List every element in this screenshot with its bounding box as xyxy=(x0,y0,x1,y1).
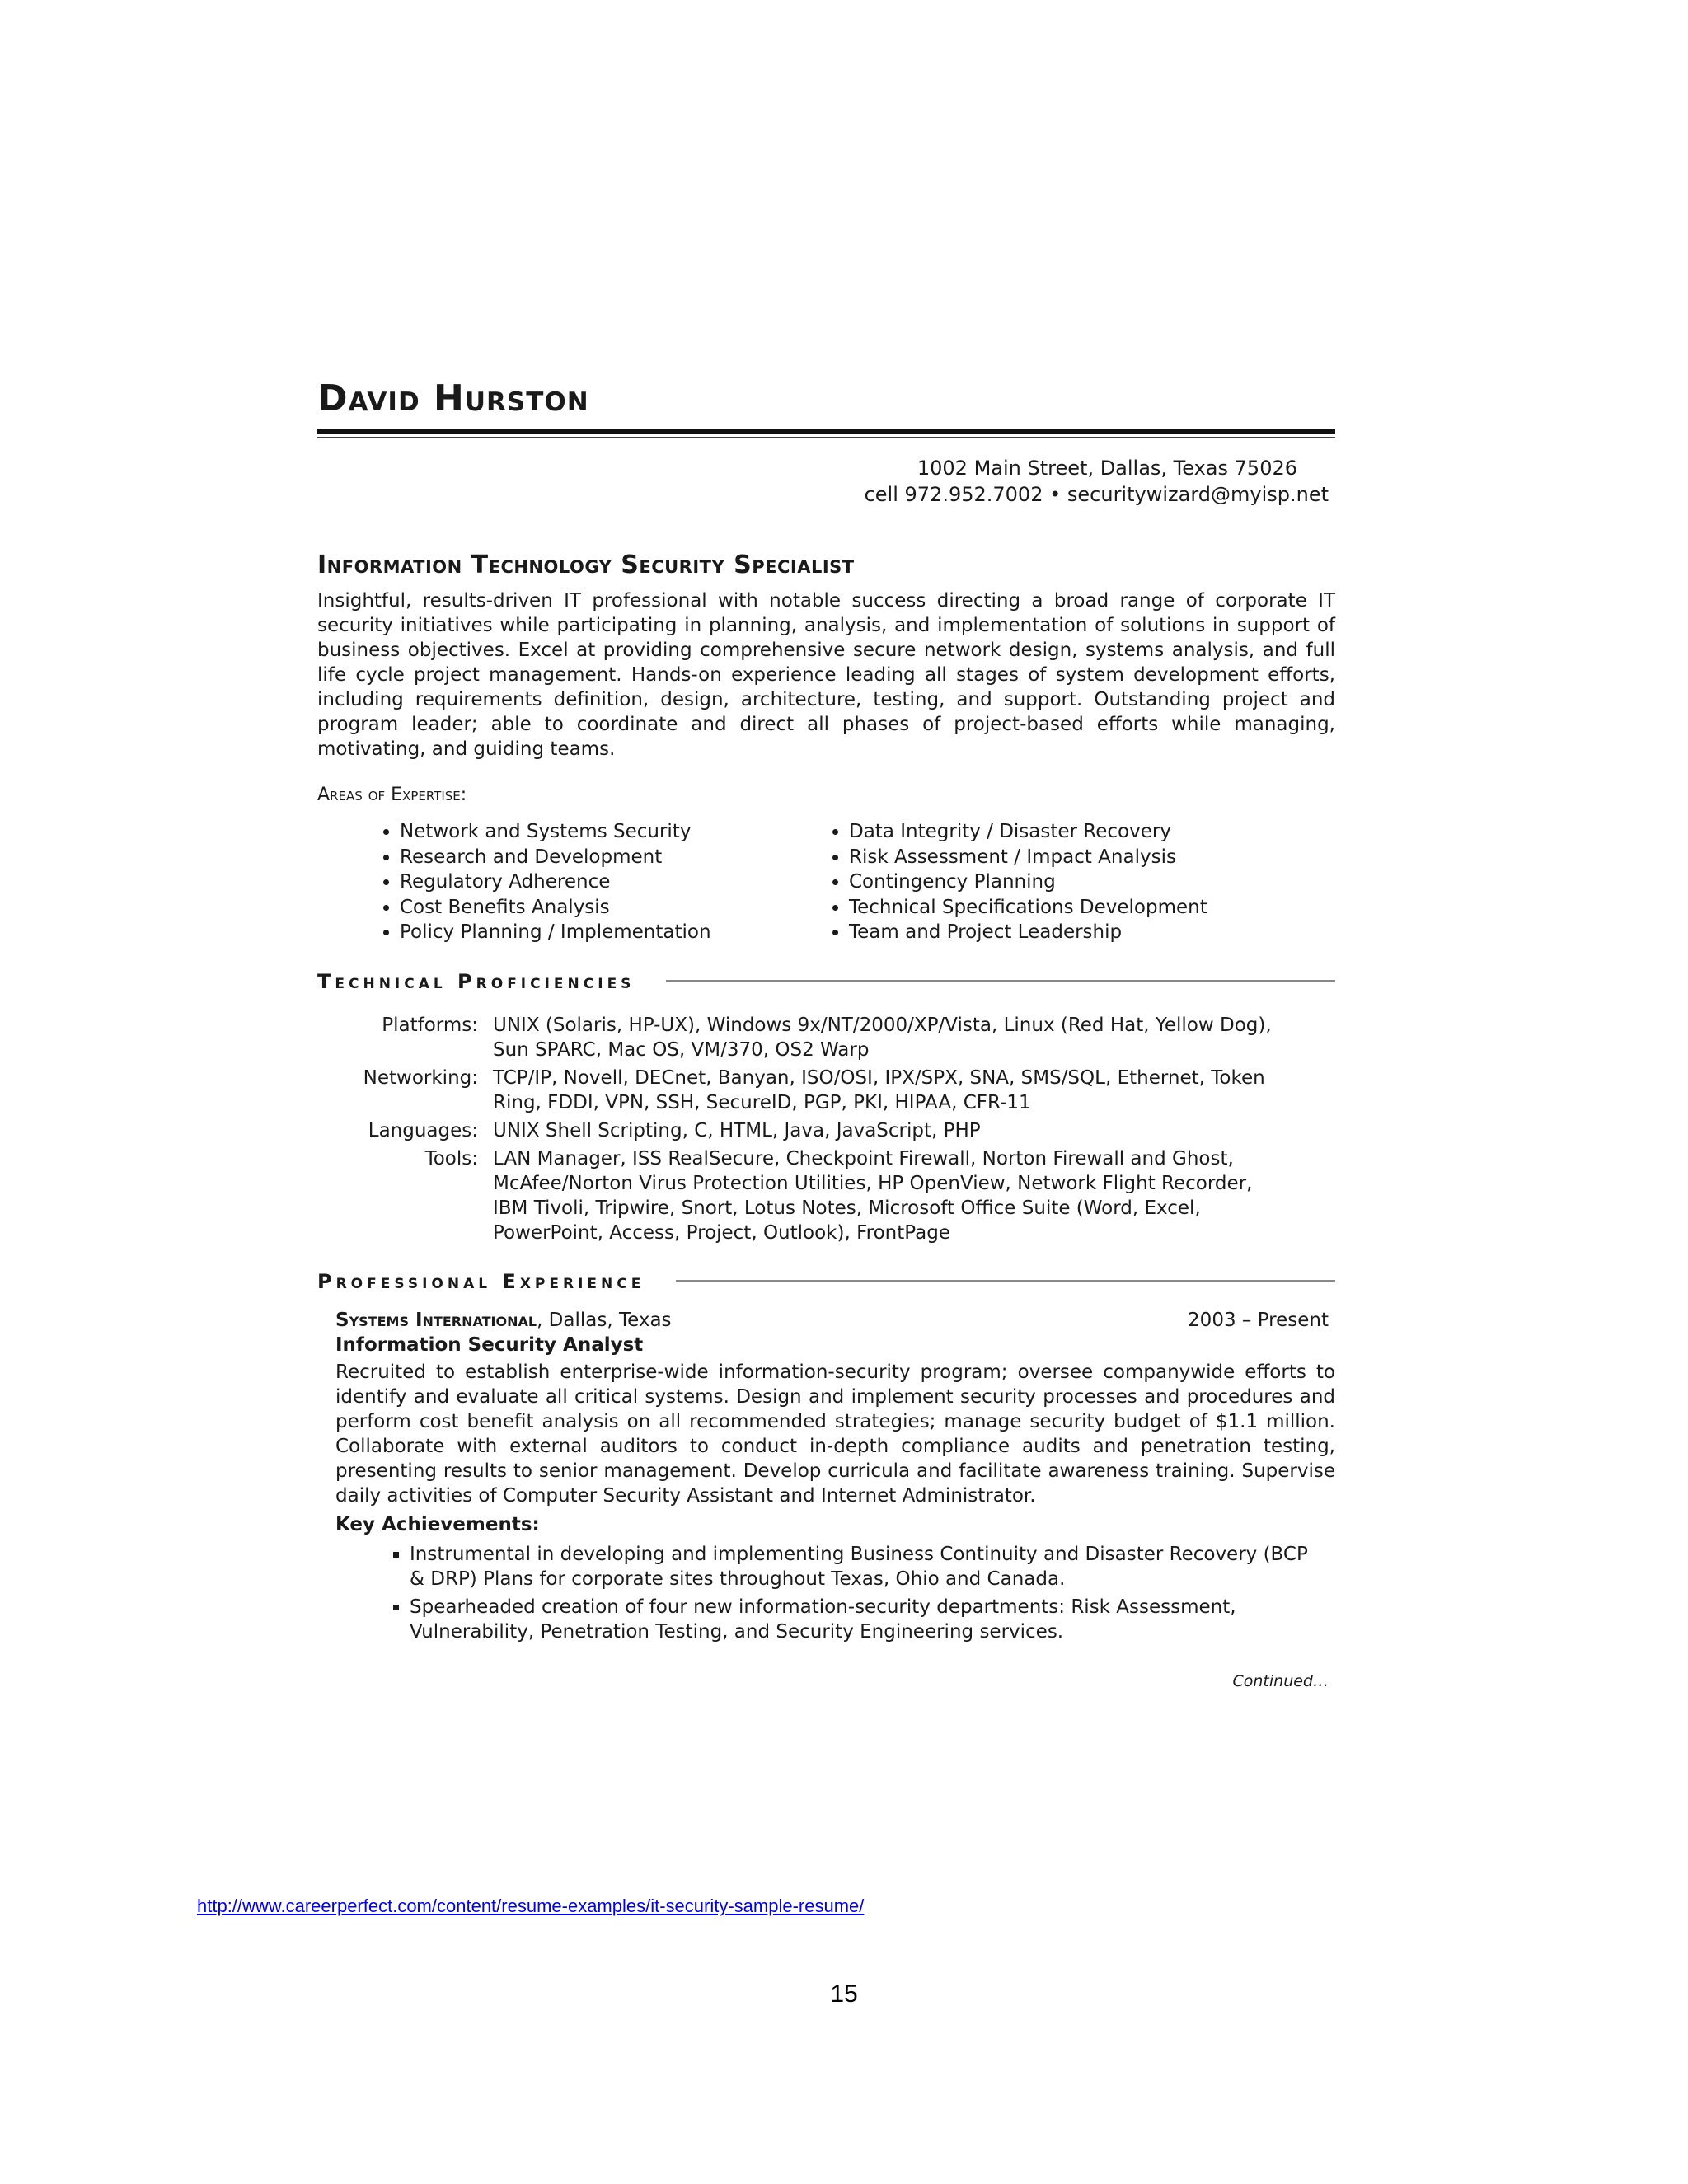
company-location: , Dallas, Texas xyxy=(537,1309,672,1331)
expertise-item: • Data Integrity / Disaster Recovery xyxy=(849,819,1207,845)
expertise-item: • Team and Project Leadership xyxy=(849,920,1207,945)
expertise-item: • Contingency Planning xyxy=(849,869,1207,895)
job-description: Recruited to establish enterprise-wide information-security program; oversee companywide efforts to identify and evaluate all critical systems. Design and implement security processes and procedures and perform cost benefit analysis on all recommended strategies; manage security budget of $1.1 million. Collaborate with external auditors to conduct in-depth compliance audits and penetration testing, presenting results to senior management. Develop curricula and facilitate awareness training. Supervise daily activities of Computer Security Assistant and Internet Administrator. xyxy=(335,1361,1335,1507)
proficiency-key: Networking: xyxy=(363,1066,478,1089)
proficiency-row-networking xyxy=(317,1066,1335,1115)
key-achievements-label: Key Achievements: xyxy=(335,1513,540,1535)
expertise-item: • Cost Benefits Analysis xyxy=(400,895,828,921)
source-link[interactable]: http://www.careerperfect.com/content/resume-examples/it-security-sample-resume/ xyxy=(197,1896,865,1916)
professional-title: Information Technology Security Specialist xyxy=(317,551,855,579)
name-last-initial: H xyxy=(434,377,465,419)
expertise-item: • Regulatory Adherence xyxy=(400,869,828,895)
name-last-rest: urston xyxy=(464,377,589,419)
proficiency-key: Languages: xyxy=(368,1119,478,1141)
proficiency-value: TCP/IP, Novell, DECnet, Banyan, ISO/OSI, IPX/SPX, SNA, SMS/SQL, Ethernet, Token Ring, FDDI, VPN, SSH, SecureID, PGP, PKI, HIPAA, CFR-11 xyxy=(493,1066,1265,1113)
technical-proficiencies-table xyxy=(317,1013,1335,1245)
summary-paragraph: Insightful, results-driven IT professional with notable success directing a broad range of corporate IT security initiatives while participating in planning, analysis, and implementation of solutions in support of business objectives. Excel at providing comprehensive secure network design, systems analysis, and full life cycle project management. Hands-on experience leading all stages of system development efforts, including requirements definition, design, architecture, testing, and support. Outstanding project and program leader; able to coordinate and direct all phases of project-based efforts while managing, motivating, and guiding teams. xyxy=(317,590,1335,760)
proficiency-row-tools xyxy=(317,1146,1335,1245)
job-entry xyxy=(317,1308,1335,1694)
expertise-item: • Policy Planning / Implementation xyxy=(400,920,828,945)
achievement-item: ▪ Instrumental in developing and implementing Business Continuity and Disaster Recovery (BCP & DRP) Plans for corporate sites throughout Texas, Ohio and Canada. xyxy=(410,1542,1329,1591)
professional-experience-heading xyxy=(317,1265,1335,1298)
proficiency-row-languages xyxy=(317,1118,1335,1143)
name-first-rest: avid xyxy=(348,377,420,419)
expertise-item: • Risk Assessment / Impact Analysis xyxy=(849,845,1207,870)
proficiency-row-platforms xyxy=(317,1013,1335,1062)
achievements-list xyxy=(335,1542,1335,1644)
section-label: Professional Experience xyxy=(317,1269,645,1293)
proficiency-key: Tools: xyxy=(424,1147,478,1169)
name-first-initial: D xyxy=(317,377,349,419)
page-number: 15 xyxy=(830,1980,858,2008)
job-header xyxy=(335,1308,1335,1333)
expertise-column-2 xyxy=(828,819,1207,945)
technical-proficiencies-heading xyxy=(317,965,1335,998)
header-rule-thick xyxy=(317,429,1335,434)
proficiency-key: Platforms: xyxy=(382,1014,478,1036)
expertise-item: • Technical Specifications Development xyxy=(849,895,1207,921)
job-title: Information Security Analyst xyxy=(335,1333,644,1356)
job-dates: 2003 – Present xyxy=(1188,1309,1329,1331)
candidate-name xyxy=(317,375,1335,423)
expertise-list xyxy=(317,819,1335,945)
expertise-item: • Research and Development xyxy=(400,845,828,870)
resume-page xyxy=(317,375,1335,1694)
header-rule-thin xyxy=(317,437,1335,438)
achievement-item: ▪ Spearheaded creation of four new information-security departments: Risk Assessment, Vulnerability, Penetration Testing, and Security Engineering services. xyxy=(410,1595,1329,1644)
section-rule xyxy=(676,1280,1335,1282)
expertise-label: Areas of Expertise: xyxy=(317,785,467,805)
section-label: Technical Proficiencies xyxy=(317,969,635,993)
contact-line: cell 972.952.7002 • securitywizard@myisp.net xyxy=(864,483,1329,506)
proficiency-value: UNIX (Solaris, HP-UX), Windows 9x/NT/2000/XP/Vista, Linux (Red Hat, Yellow Dog), Sun SPARC, Mac OS, VM/370, OS2 Warp xyxy=(493,1014,1272,1061)
proficiency-value: LAN Manager, ISS RealSecure, Checkpoint Firewall, Norton Firewall and Ghost, McAfee/Norton Virus Protection Utilities, HP OpenView, Network Flight Recorder, IBM Tivoli, Tripwire, Snort, Lotus Notes, Microsoft Office Suite (Word, Excel, PowerPoint, Access, Project, Outlook), FrontPage xyxy=(493,1147,1253,1244)
contact-block xyxy=(317,455,1335,508)
employer xyxy=(335,1308,672,1333)
section-rule xyxy=(666,980,1335,982)
expertise-item: • Network and Systems Security xyxy=(400,819,828,845)
address: 1002 Main Street, Dallas, Texas 75026 xyxy=(917,457,1297,480)
proficiency-value: UNIX Shell Scripting, C, HTML, Java, JavaScript, PHP xyxy=(493,1119,981,1141)
continued-note: Continued… xyxy=(1232,1671,1329,1690)
company-name: Systems International xyxy=(335,1309,537,1331)
expertise-column-1 xyxy=(379,819,828,945)
